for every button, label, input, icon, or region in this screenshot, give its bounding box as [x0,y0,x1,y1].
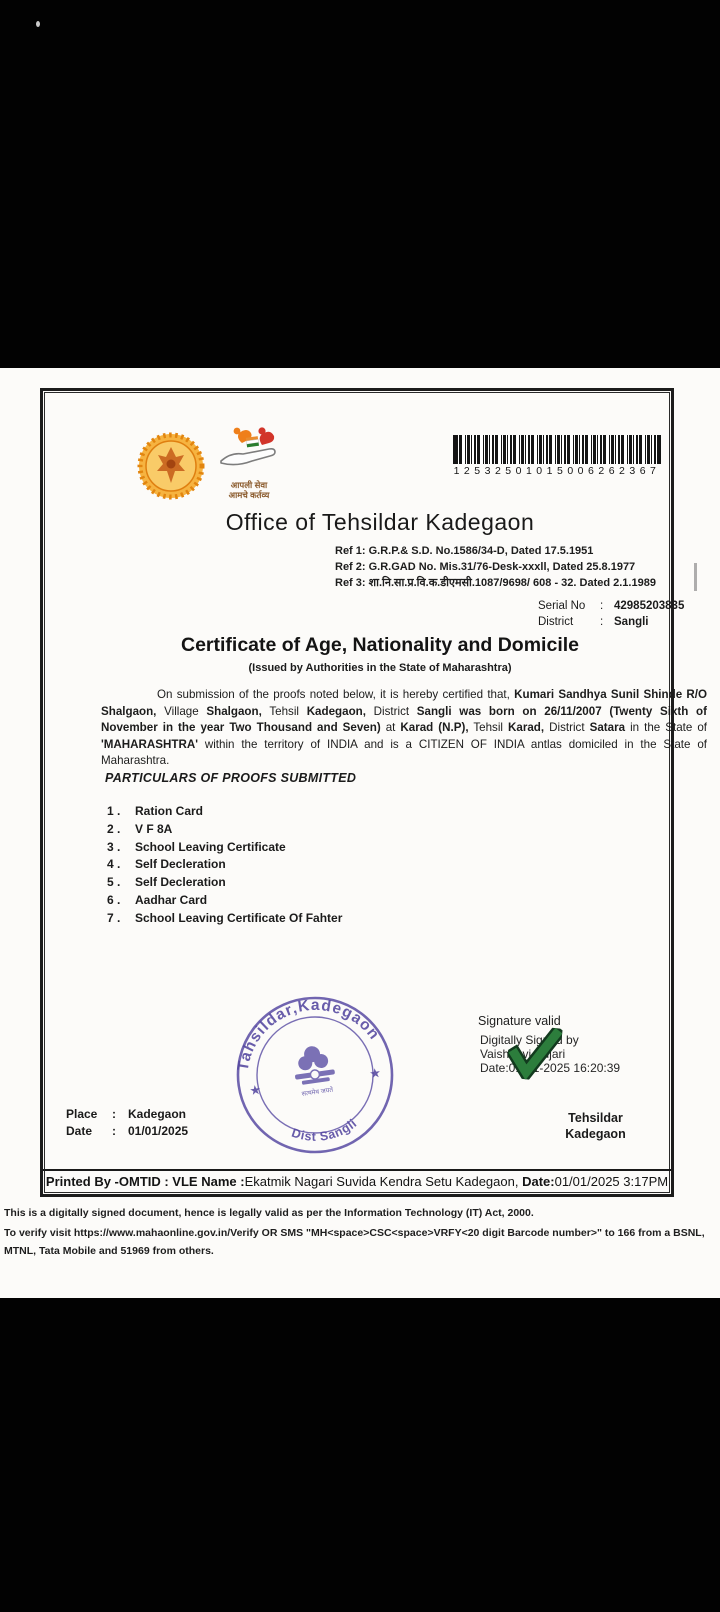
aaple-caption-line1: आपली सेवा [230,480,268,490]
item-text: School Leaving Certificate [135,839,286,854]
serial-separator: : [600,600,604,612]
designation-line-2: Kadegaon [565,1127,626,1141]
district-label: District [538,616,574,628]
ref-line-1: Ref 1: G.R.P.& S.D. No.1586/34-D, Dated 17.5.1951 [335,545,594,557]
particulars-item [107,840,342,858]
footer-band [43,1169,671,1194]
tehsildar-designation [538,1110,653,1142]
place-separator: : [112,1107,116,1121]
district-row [538,614,684,630]
place-row [66,1106,188,1123]
item-number: 7 . [107,910,121,925]
date-separator: : [112,1124,116,1138]
aaple-caption-line2: आमचे कर्तव्य [228,490,270,500]
aaple-sarkar-caption [213,480,285,500]
designation-line-1: Tehsildar [568,1111,623,1125]
stamp-motto: सत्यमेव जयते [301,1086,334,1098]
ref-line-3: Ref 3: शा.नि.सा.प्र.वि.क.डीएमसी.1087/9698/ 608 - 32. Dated 2.1.1989 [335,577,656,589]
particulars-item [107,875,342,893]
particulars-item [107,822,342,840]
certificate-page [0,368,720,1298]
place-label: Place [66,1107,98,1121]
signature-line-1: Digitally Signed by [480,1033,579,1047]
barcode-bars [453,435,661,464]
stamp-arc-bottom-text: Dist Sangli [289,1116,360,1144]
date-value: 01/01/2025 [128,1124,189,1138]
certificate-subtitle: (Issued by Authorities in the State of Maharashtra) [248,662,512,674]
item-number: 3 . [107,839,121,854]
particulars-item [107,893,342,911]
item-number: 1 . [107,804,121,818]
item-text: V F 8A [135,821,173,836]
certificate-title: Certificate of Age, Nationality and Domicile [180,634,580,656]
signature-valid-check-icon [505,1023,562,1082]
stamp-arc-top-text: Tahsildar,Kadegaon [234,996,384,1073]
scan-artifact-line [694,563,697,591]
particulars-item [107,804,342,822]
round-stamp [219,979,411,1171]
disclaimer-block [4,1204,716,1262]
barcode-digits: 12532501015006262367 [453,465,661,477]
office-title: Office of Tehsildar Kadegaon [225,509,535,535]
place-date-block [66,1106,188,1140]
ref-line-2: Ref 2: G.R.GAD No. Mis.31/76-Desk-xxxll, Dated 25.8.1977 [335,561,636,573]
place-value: Kadegaon [128,1107,187,1121]
maharashtra-govt-seal-logo [136,431,206,501]
serial-district-block [538,598,684,630]
aaple-sarkar-logo [213,427,285,500]
stamp-star-left: ★ [248,1081,263,1099]
barcode [453,435,661,477]
particulars-item [107,857,342,875]
item-text: Aadhar Card [135,892,208,907]
stamp-star-right: ★ [368,1064,382,1082]
district-value: Sangli [614,616,649,628]
signature-line-2: Vaishnavi Pujari [480,1046,566,1061]
ashoka-emblem-icon [291,1043,336,1085]
district-separator: : [600,616,604,628]
item-text: School Leaving Certificate Of Fahter [135,910,343,925]
date-row [66,1123,188,1140]
printed-by-line: Printed By -OMTID : VLE Name :Ekatmik Nagari Suvida Kendra Setu Kadegaon, Date:01/01/2025 3:17PM [45,1174,669,1189]
item-number: 4 . [107,857,121,872]
item-number: 6 . [107,892,121,907]
serial-label: Serial No [538,600,586,612]
aaple-sarkar-icon [217,427,281,473]
serial-row [538,598,684,614]
item-text: Ration Card [135,804,204,818]
disclaimer-line-2: To verify visit https://www.mahaonline.gov.in/Verify OR SMS "MH<space>CSC<space>VRFY<20 digit Barcode number>" to 166 from a BSNL, MTNL, Tata Mobile and 51969 from others. [4,1227,705,1257]
signature-line-3: Date:01-01-2025 16:20:39 [480,1060,621,1075]
signature-valid-text: Signature valid [478,1014,561,1028]
particulars-list [107,804,342,929]
certificate-body: On submission of the proofs noted below, it is hereby certified that, Kumari Sandhya Sunil Shinde R/O Shalgaon, Village Shalgaon, Tehsil Kadegaon, District Sangli was born on 26/11/2007 (Twenty Sixth of November in the year Two Thousand and Seven) at Karad (N.P), Tehsil Karad, District Satara in the State of 'MAHARASHTRA' within the territory of INDIA and is a CITIZEN OF INDIA antlas domiciled in the State of Maharashtra. [101,688,708,768]
item-number: 5 . [107,875,121,890]
serial-value: 42985203835 [614,600,685,612]
particulars-heading: PARTICULARS OF PROOFS SUBMITTED [105,771,357,785]
item-text: Self Decleration [135,875,226,890]
particulars-item [107,911,342,929]
item-text: Self Decleration [135,857,226,872]
date-label: Date [66,1124,93,1138]
item-number: 2 . [107,821,121,836]
reference-lines [335,543,656,591]
scan-artifact-speck [36,21,40,27]
disclaimer-line-1: This is a digitally signed document, hence is legally valid as per the Information Technology (IT) Act, 2000. [4,1207,534,1219]
